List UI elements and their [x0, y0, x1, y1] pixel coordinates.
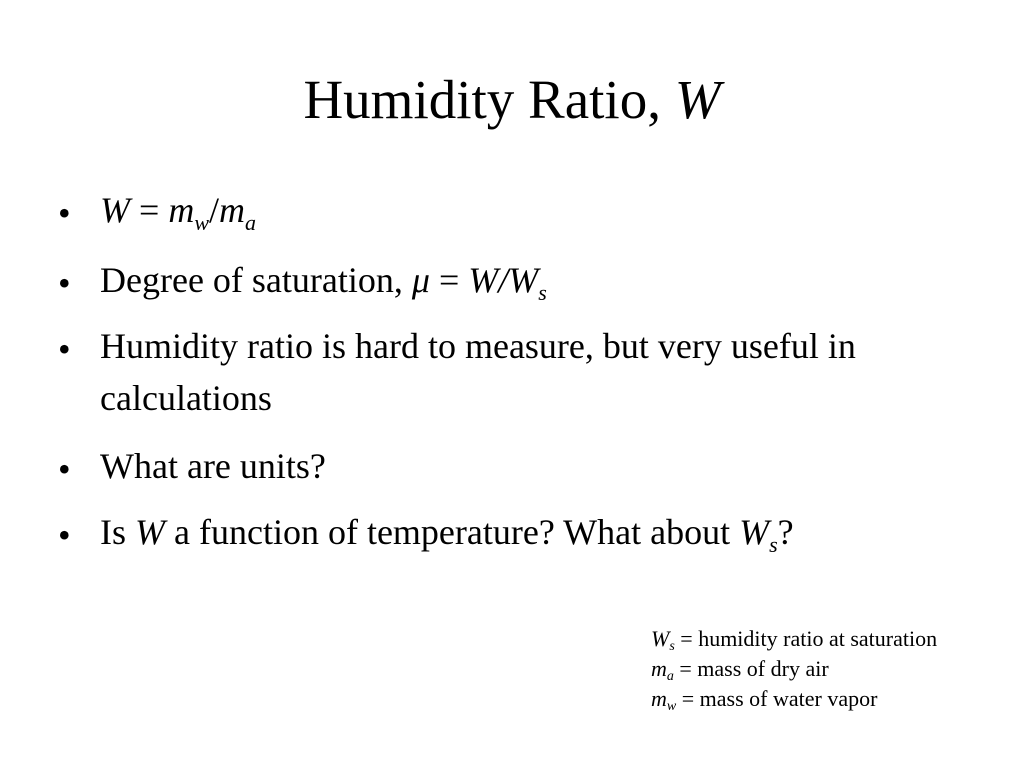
legend-definition: = mass of dry air [673, 656, 829, 681]
legend-definition: = humidity ratio at saturation [674, 626, 938, 651]
question-mark: ? [777, 512, 794, 552]
bullet-text: What are units? [100, 446, 326, 486]
var-w: W [135, 512, 165, 552]
bullet-marker: • [58, 193, 71, 233]
var-m: m [168, 190, 195, 230]
equals-sign: = [429, 260, 469, 300]
label: Degree of saturation, [100, 260, 412, 300]
slide-title [0, 60, 1024, 140]
legend-subscript: s [669, 639, 675, 654]
equals-sign: = [130, 190, 169, 230]
legend-subscript: w [666, 699, 677, 714]
bullet-marker: • [58, 515, 71, 555]
legend-row-mw [651, 684, 937, 714]
bullet-text [100, 506, 920, 558]
bullet-text [100, 184, 920, 236]
legend-symbol: W [651, 626, 670, 651]
legend-symbol: m [651, 656, 667, 681]
legend-row-ma [651, 654, 937, 684]
legend-definition: = mass of water vapor [676, 686, 878, 711]
subscript-s: s [538, 280, 547, 305]
var-w-over-ws: W/W [468, 260, 539, 300]
var-w: W [739, 512, 770, 552]
bullet-marker: • [58, 449, 71, 489]
var-w: W [100, 190, 130, 230]
symbol-legend [651, 624, 937, 714]
bullet-text [100, 254, 920, 306]
var-mu: μ [411, 260, 430, 300]
legend-subscript: a [666, 669, 674, 684]
text-is: Is [100, 512, 135, 552]
legend-row-ws [651, 624, 937, 654]
legend-symbol: m [651, 686, 667, 711]
bullet-marker: • [58, 329, 71, 369]
subscript-s: s [769, 532, 778, 557]
bullet-text: Humidity ratio is hard to measure, but very useful in calculations [100, 326, 856, 418]
title-symbol: W [674, 69, 721, 130]
subscript-a: a [245, 210, 257, 235]
bullet-marker: • [58, 263, 71, 303]
var-m: m [219, 190, 246, 230]
slash: / [209, 190, 220, 230]
text-rest: a function of temperature? What about [165, 512, 740, 552]
subscript-w: w [194, 210, 209, 235]
title-text: Humidity Ratio, [303, 69, 661, 130]
